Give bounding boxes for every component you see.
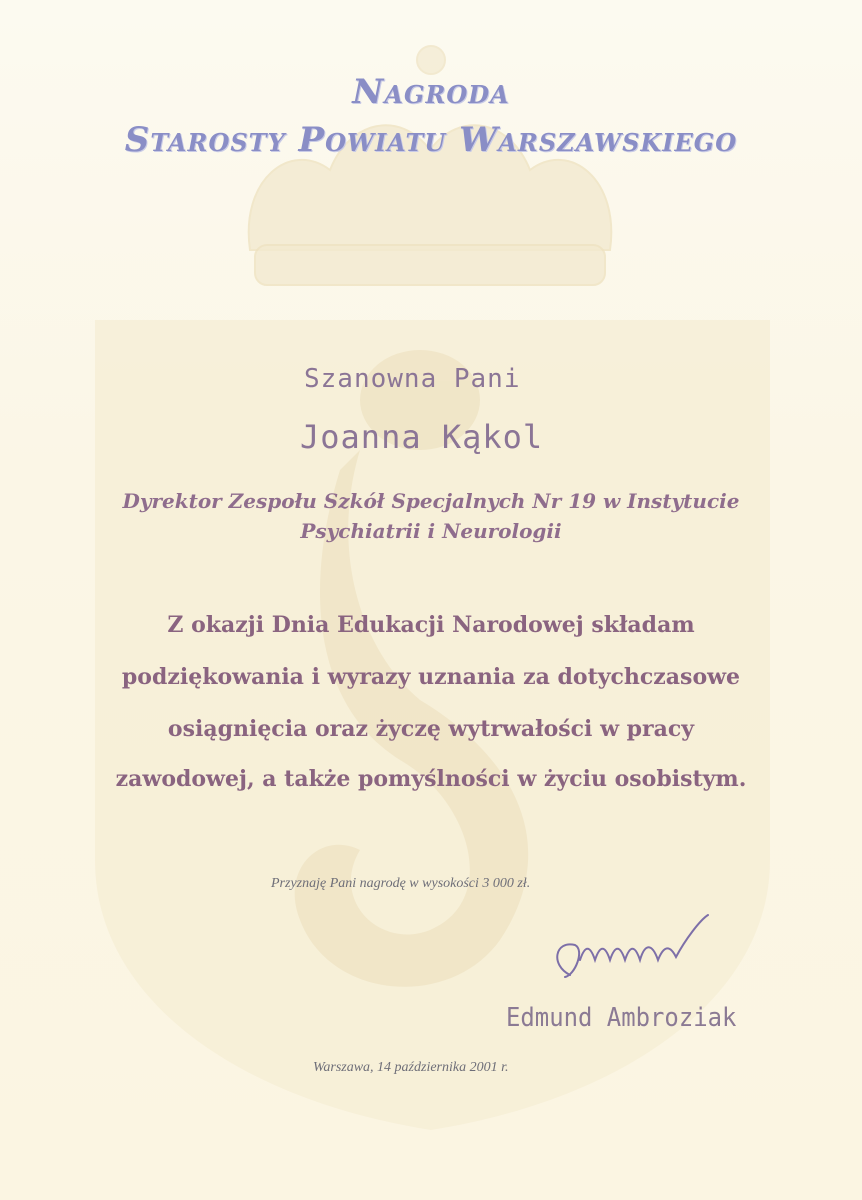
message-line-2: podziękowania i wyrazy uznania za dotychczasowe bbox=[121, 664, 741, 690]
recipient-role-line1: Dyrektor Zespołu Szkół Specjalnych Nr 19 w Instytucie bbox=[122, 489, 740, 513]
message-line-3: osiągnięcia oraz życzę wytrwałości w pracy bbox=[167, 716, 695, 742]
handwritten-signature bbox=[540, 905, 730, 995]
award-subtitle: Starosty Powiatu Warszawskiego bbox=[124, 120, 738, 160]
recipient-role-line2: Psychiatrii i Neurologii bbox=[300, 519, 562, 543]
award-amount-note: Przyznaję Pani nagrodę w wysokości 3 000 zł. bbox=[271, 876, 531, 891]
signatory-name: Edmund Ambroziak bbox=[506, 1003, 737, 1033]
greeting: Szanowna Pani bbox=[304, 364, 521, 394]
award-title: Nagroda bbox=[352, 72, 510, 112]
message-line-4: zawodowej, a także pomyślności w życiu osobistym. bbox=[115, 766, 747, 792]
place-and-date: Warszawa, 14 października 2001 r. bbox=[313, 1060, 509, 1075]
recipient-name: Joanna Kąkol bbox=[300, 418, 544, 456]
message-line-1: Z okazji Dnia Edukacji Narodowej składam bbox=[167, 612, 695, 638]
